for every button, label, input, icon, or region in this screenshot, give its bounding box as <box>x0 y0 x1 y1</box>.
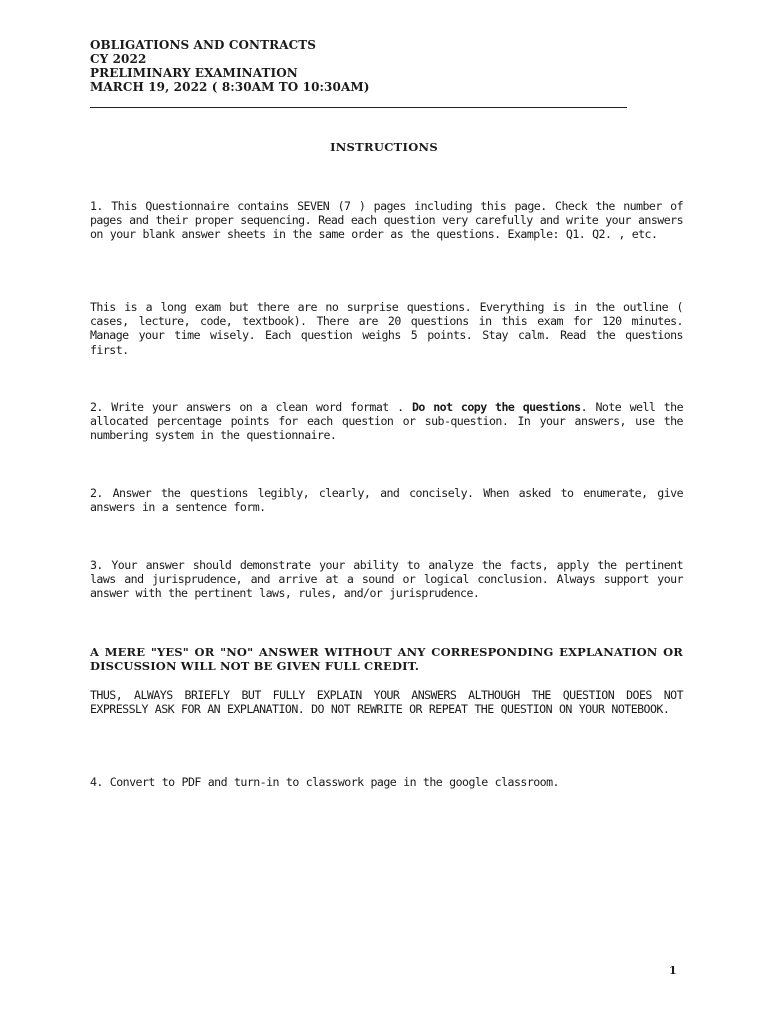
instruction-3-emphasis: Do not copy the questions <box>411 400 581 414</box>
course-title: OBLIGATIONS AND CONTRACTS <box>90 38 317 52</box>
instruction-paragraph-6: 4. Convert to PDF and turn-in to classwork page in the google classroom. <box>90 775 559 789</box>
explanation-paragraph: THUS, ALWAYS BRIEFLY BUT FULLY EXPLAIN YOUR ANSWERS ALTHOUGH THE QUESTION DOES NOT EXPRESSLY ASK FOR AN EXPLANATION. DO NOT REWRITE OR REPEAT THE QUESTION ON YOUR NOTEBOOK. <box>90 688 683 717</box>
instruction-paragraph-3 <box>90 400 683 443</box>
instruction-3-text-start: 2. Write your answers on a clean word format . <box>90 400 412 414</box>
exam-header <box>90 38 370 94</box>
calendar-year: CY 2022 <box>90 52 147 66</box>
page-number: 1 <box>669 964 677 977</box>
exam-date-time: MARCH 19, 2022 ( 8:30AM TO 10:30AM) <box>90 80 370 94</box>
instruction-paragraph-2: This is a long exam but there are no surprise questions. Everything is in the outline ( cases, lecture, code, textbook). There are 20 questions in this exam for 120 minutes. Manage your time wisely. Each question weighs 5 points. Stay calm. Read the questions first. <box>90 300 683 357</box>
header-divider <box>90 107 627 108</box>
instruction-paragraph-5: 3. Your answer should demonstrate your ability to analyze the facts, apply the pertinent laws and jurisprudence, and arrive at a sound or logical conclusion. Always support your answer with the pertinent laws, rules, and/or jurisprudence. <box>90 558 683 601</box>
exam-type: PRELIMINARY EXAMINATION <box>90 66 298 80</box>
instruction-paragraph-4: 2. Answer the questions legibly, clearly, and concisely. When asked to enumerate, give answers in a sentence form. <box>90 486 683 515</box>
instruction-3-text-end: . Note well the allocated percentage points for each question or sub-question. In your answers, use the numbering system in the questionnaire. <box>90 400 683 443</box>
warning-paragraph: A MERE "YES" OR "NO" ANSWER WITHOUT ANY CORRESPONDING EXPLANATION OR DISCUSSION WILL NOT BE GIVEN FULL CREDIT. <box>90 645 683 673</box>
instructions-heading: INSTRUCTIONS <box>330 140 438 154</box>
instruction-paragraph-1: 1. This Questionnaire contains SEVEN (7 ) pages including this page. Check the number of pages and their proper sequencing. Read each question very carefully and write your answers on your blank answer sheets in the same order as the questions. Example: Q1. Q2. , etc. <box>90 199 683 242</box>
